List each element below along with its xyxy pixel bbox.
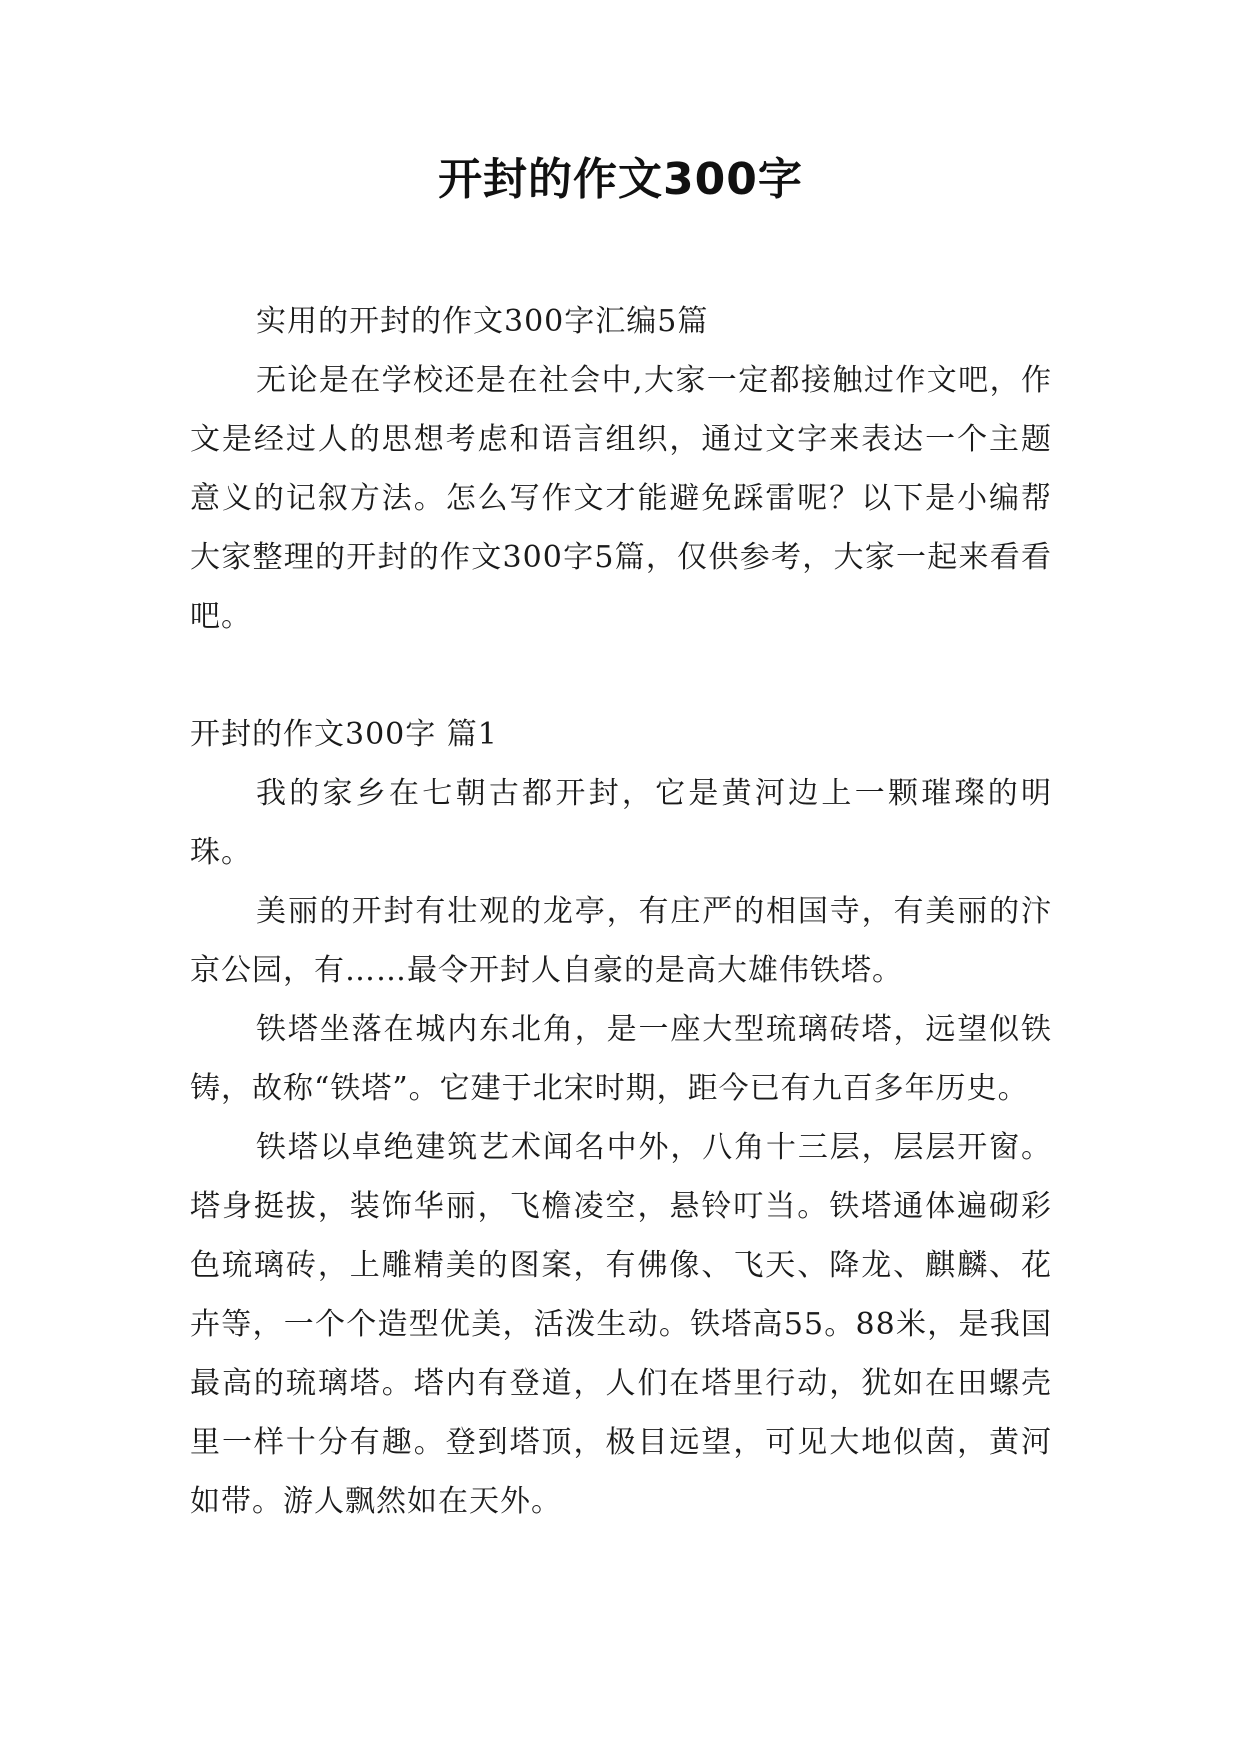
intro-paragraph: 无论是在学校还是在社会中,大家一定都接触过作文吧，作文是经过人的思想考虑和语言组织，通过文字来表达一个主题意义的记叙方法。怎么写作文才能避免踩雷呢？以下是小编帮大家整理的开封的作文300字5篇，仅供参考，大家一起来看看吧。 xyxy=(190,363,1052,634)
section-heading: 开封的作文300字 篇1 xyxy=(190,717,498,752)
paragraph-4: 铁塔以卓绝建筑艺术闻名中外，八角十三层，层层开窗。塔身挺拔，装饰华丽，飞檐凌空，悬铃叮当。铁塔通体遍砌彩色琉璃砖，上雕精美的图案，有佛像、飞天、降龙、麒麟、花卉等，一个个造型优美，活泼生动。铁塔高55。88米，是我国最高的琉璃塔。塔内有登道，人们在塔里行动，犹如在田螺壳里一样十分有趣。登到塔顶，极目远望，可见大地似茵，黄河如带。游人飘然如在天外。 xyxy=(190,1130,1052,1519)
document-body xyxy=(190,292,1052,1531)
document-title: 开封的作文300字 xyxy=(438,154,803,205)
section-spacer xyxy=(190,646,1052,705)
intro-title: 实用的开封的作文300字汇编5篇 xyxy=(256,304,709,339)
paragraph-1: 我的家乡在七朝古都开封，它是黄河边上一颗璀璨的明珠。 xyxy=(190,776,1052,870)
paragraph-2: 美丽的开封有壮观的龙亭，有庄严的相国寺，有美丽的汴京公园，有……最令开封人自豪的是高大雄伟铁塔。 xyxy=(190,894,1052,988)
paragraph-3: 铁塔坐落在城内东北角，是一座大型琉璃砖塔，远望似铁铸，故称“铁塔”。它建于北宋时期，距今已有九百多年历史。 xyxy=(190,1012,1052,1106)
